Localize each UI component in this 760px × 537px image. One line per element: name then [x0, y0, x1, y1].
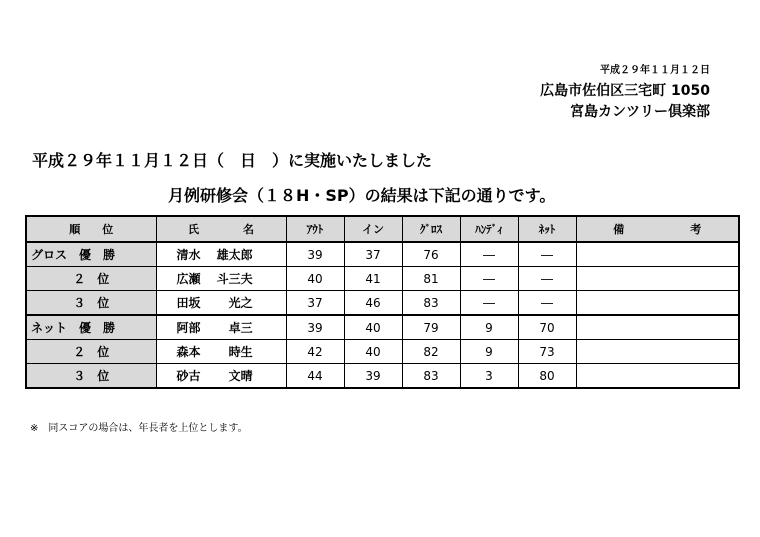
player-name-cell: 広瀬 斗三夫	[156, 267, 286, 291]
handicap-cell: ―	[460, 291, 518, 316]
remarks-cell	[576, 242, 739, 267]
results-table	[25, 215, 740, 389]
gross-score-cell: 82	[402, 340, 460, 364]
table-header-row	[26, 216, 739, 242]
footnote: ※ 同スコアの場合は、年長者を上位とします。	[30, 423, 248, 434]
out-score-cell: 40	[286, 267, 344, 291]
net-score-cell: ―	[518, 267, 576, 291]
remarks-cell	[576, 364, 739, 389]
col-header-handicap: ﾊﾝﾃﾞｨ	[460, 216, 518, 242]
player-name-cell: 清水 雄太郎	[156, 242, 286, 267]
rank-cell: ２ 位	[26, 340, 156, 364]
net-score-cell: 70	[518, 315, 576, 340]
table-row	[26, 242, 739, 267]
col-header-remarks: 備 考	[576, 216, 739, 242]
gross-score-cell: 83	[402, 291, 460, 316]
col-header-gross: ｸﾞﾛｽ	[402, 216, 460, 242]
gross-score-cell: 76	[402, 242, 460, 267]
table-row	[26, 291, 739, 316]
handicap-cell: 9	[460, 315, 518, 340]
col-header-in: イン	[344, 216, 402, 242]
player-name-cell: 阿部 卓三	[156, 315, 286, 340]
net-score-cell: 80	[518, 364, 576, 389]
player-name-cell: 田坂 光之	[156, 291, 286, 316]
table-row	[26, 315, 739, 340]
out-score-cell: 39	[286, 315, 344, 340]
gross-score-cell: 81	[402, 267, 460, 291]
in-score-cell: 40	[344, 340, 402, 364]
out-score-cell: 37	[286, 291, 344, 316]
table-row	[26, 340, 739, 364]
document-date: 平成２９年１１月１２日	[600, 65, 710, 76]
out-score-cell: 42	[286, 340, 344, 364]
in-score-cell: 41	[344, 267, 402, 291]
rank-cell: ３ 位	[26, 364, 156, 389]
net-score-cell: ―	[518, 242, 576, 267]
club-name: 宮島カンツリー倶楽部	[570, 104, 710, 120]
player-name-cell: 砂古 文晴	[156, 364, 286, 389]
rank-cell: ３ 位	[26, 291, 156, 316]
handicap-cell: ―	[460, 242, 518, 267]
handicap-cell: 9	[460, 340, 518, 364]
rank-cell: ２ 位	[26, 267, 156, 291]
table-row	[26, 364, 739, 389]
intro-line-2: 月例研修会（１８H・SP）の結果は下記の通りです。	[168, 186, 556, 205]
in-score-cell: 40	[344, 315, 402, 340]
col-header-out: ｱｳﾄ	[286, 216, 344, 242]
table-row	[26, 267, 739, 291]
col-header-name: 氏 名	[156, 216, 286, 242]
gross-score-cell: 83	[402, 364, 460, 389]
in-score-cell: 37	[344, 242, 402, 267]
remarks-cell	[576, 315, 739, 340]
in-score-cell: 39	[344, 364, 402, 389]
net-score-cell: 73	[518, 340, 576, 364]
rank-cell: ネット 優 勝	[26, 315, 156, 340]
rank-cell: グロス 優 勝	[26, 242, 156, 267]
handicap-cell: ―	[460, 267, 518, 291]
out-score-cell: 39	[286, 242, 344, 267]
gross-score-cell: 79	[402, 315, 460, 340]
out-score-cell: 44	[286, 364, 344, 389]
remarks-cell	[576, 267, 739, 291]
in-score-cell: 46	[344, 291, 402, 316]
intro-line-1: 平成２９年１１月１２日（ 日 ）に実施いたしました	[32, 151, 433, 170]
club-address: 広島市佐伯区三宅町 1050	[540, 83, 710, 99]
handicap-cell: 3	[460, 364, 518, 389]
player-name-cell: 森本 時生	[156, 340, 286, 364]
remarks-cell	[576, 340, 739, 364]
net-score-cell: ―	[518, 291, 576, 316]
col-header-rank: 順 位	[26, 216, 156, 242]
col-header-net: ﾈｯﾄ	[518, 216, 576, 242]
remarks-cell	[576, 291, 739, 316]
